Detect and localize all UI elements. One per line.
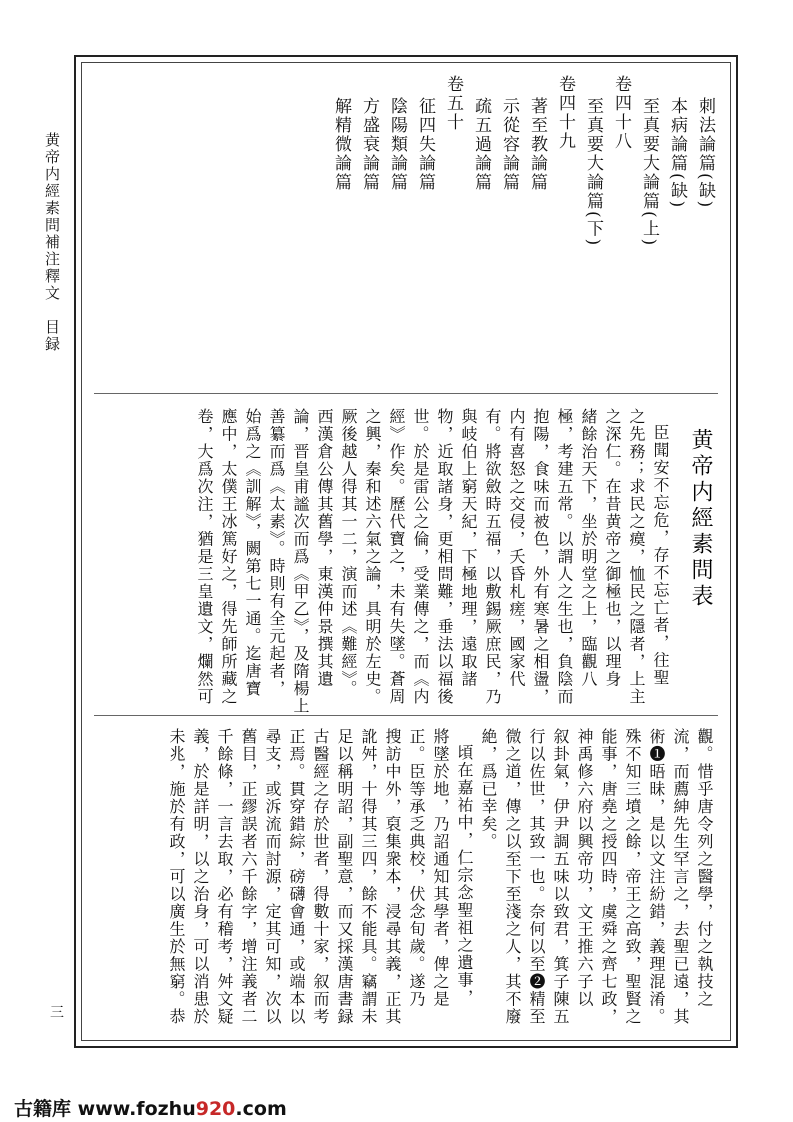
- toc-entry: 方盛衰論篇: [359, 97, 379, 192]
- text-column: 義，於是詳明，以之治身，可以消患於: [191, 728, 210, 1026]
- text-column: 千餘條，一言去取，必有稽考，舛文疑: [215, 728, 234, 1026]
- margin-book-title: 黄帝内經素問補注釋文 目録: [43, 132, 61, 353]
- memorial-title: 黄帝内經素問表: [688, 428, 713, 610]
- text-column: 卷，大爲次注，猶是三皇遺文，爛然可: [195, 408, 214, 706]
- text-column: 之興，秦和述六氣之論，具明於左史。: [363, 408, 382, 706]
- text-column: 内有喜怒之交侵，夭昏札瘥，國家代: [507, 408, 526, 688]
- url-number: 920: [195, 1098, 236, 1120]
- text-column: 之先務；求民之瘼，恤民之隱者，上主: [627, 408, 646, 706]
- table-of-contents: [330, 75, 716, 375]
- toc-volume-heading: 卷四十八: [611, 75, 631, 151]
- toc-entry: 征四失論篇: [415, 97, 435, 192]
- toc-entry: 至真要大論篇(上): [639, 97, 659, 248]
- text-column: 舊目，正繆誤者六千餘字，增注義者二: [239, 728, 258, 1026]
- text-column: 足以稱明詔，副聖意，而又採漢唐書録: [335, 728, 354, 1026]
- toc-volume-heading: 卷四十九: [555, 75, 575, 151]
- frame-inner-border: [81, 62, 731, 1041]
- text-column: 神禹修六府以興帝功，文王推六子以: [575, 728, 594, 1008]
- text-column: 有。將欲斂時五福，以敷錫厥庶民，乃: [483, 408, 502, 706]
- text-column: 緒餘治天下，坐於明堂之上，臨觀八: [579, 408, 598, 688]
- text-column: 極，考建五常。以謂人之生也，負陰而: [555, 408, 574, 706]
- text-column: 叙卦氣，伊尹調五味以致君，箕子陳五: [551, 728, 570, 1026]
- site-label: 古籍库: [14, 1098, 72, 1120]
- text-column: 西漢倉公傳其舊學，東漢仲景撰其遺: [315, 408, 334, 688]
- toc-entry: 至真要大論篇(下): [583, 97, 603, 248]
- section-divider: [94, 393, 718, 394]
- footer-site-logo: [14, 1094, 287, 1121]
- page-number: 三: [50, 1005, 64, 1021]
- text-column: 古醫經之存於世者，得數十家，叙而考: [311, 728, 330, 1026]
- toc-volume-heading: 卷五十: [443, 75, 463, 132]
- text-column: 頃在嘉祐中，仁宗念聖祖之遺事，: [455, 744, 474, 1007]
- text-column: 尋支，或泝流而討源，定其可知，次以: [263, 728, 282, 1026]
- text-column: 將墜於地，乃詔通知其學者，俾之是: [431, 728, 450, 1008]
- text-column: 觀。惜乎唐令列之醫學，付之執技之: [695, 728, 714, 1008]
- toc-entry: 解精微論篇: [331, 97, 351, 192]
- text-column: 行以佐世，其致一也。奈何以至❷精至: [527, 728, 546, 1026]
- text-column: 絶，爲已幸矣。: [479, 728, 498, 851]
- text-column: 抱陽，食味而被色，外有寒暑之相盪，: [531, 408, 550, 706]
- text-column: 之深仁。在昔黄帝之御極也，以理身: [603, 408, 622, 688]
- toc-entry: 著至教論篇: [527, 97, 547, 192]
- text-column: 訛舛，十得其三四，餘不能具。竊謂未: [359, 728, 378, 1026]
- text-column: 臣聞安不忘危，存不忘亡者，往聖: [651, 424, 670, 687]
- section-divider-lower: [94, 715, 718, 716]
- page-frame: [74, 55, 738, 1048]
- text-column: 正焉。貫穿錯綜，磅礴會通，或端本以: [287, 728, 306, 1026]
- toc-entry: 示從容論篇: [499, 97, 519, 192]
- toc-entry: 刺法論篇(缺): [695, 97, 715, 210]
- text-column: 未兆，施於有政，可以廣生於無窮。恭: [167, 728, 186, 1026]
- text-column: 搜訪中外，裒集衆本，浸尋其義，正其: [383, 728, 402, 1026]
- text-column: 論，晋皇甫謐次而爲《甲乙》，及隋楊上: [291, 408, 310, 715]
- text-column: 世。於是雷公之倫，受業傳之，而《内: [411, 408, 430, 706]
- toc-entry: 陰陽類論篇: [387, 97, 407, 192]
- text-column: 經》作矣。歷代寶之，未有失墜。蒼周: [387, 408, 406, 706]
- url-prefix: www.fozhu: [77, 1098, 196, 1120]
- text-column: 應中，太僕王冰篤好之，得先師所藏之: [219, 408, 238, 706]
- memorial-upper: [192, 408, 716, 715]
- memorial-lower: [164, 728, 716, 1048]
- url-suffix: .com: [235, 1098, 287, 1120]
- text-column: 物，近取諸身，更相問難，垂法以福後: [435, 408, 454, 706]
- text-column: 流，而薦紳先生罕言之，去聖已遠，其: [671, 728, 690, 1026]
- text-column: 術❶晤昧，是以文注紛錯，義理混淆。: [647, 728, 666, 1026]
- text-column: 能事，唐堯之授四時，虞舜之齊七政，: [599, 728, 618, 1026]
- text-column: 與岐伯上窮天紀，下極地理，遠取諸: [459, 408, 478, 688]
- text-column: 正。臣等承乏典校，伏念旬歲。遂乃: [407, 728, 426, 1008]
- text-column: 殊不知三墳之餘，帝王之高致，聖賢之: [623, 728, 642, 1026]
- text-column: 善纂而爲《太素》。時則有全元起者，: [267, 408, 286, 698]
- text-column: 微之道，傳之以至下至淺之人，其不廢: [503, 728, 522, 1026]
- text-column: 厥後越人得其一二，演而述《難經》。: [339, 408, 358, 698]
- text-column: 始爲之《訓解》，闕第七一通。迄唐寶: [243, 408, 262, 698]
- toc-entry: 本病論篇(缺): [667, 97, 687, 210]
- toc-entry: 疏五過論篇: [471, 97, 491, 192]
